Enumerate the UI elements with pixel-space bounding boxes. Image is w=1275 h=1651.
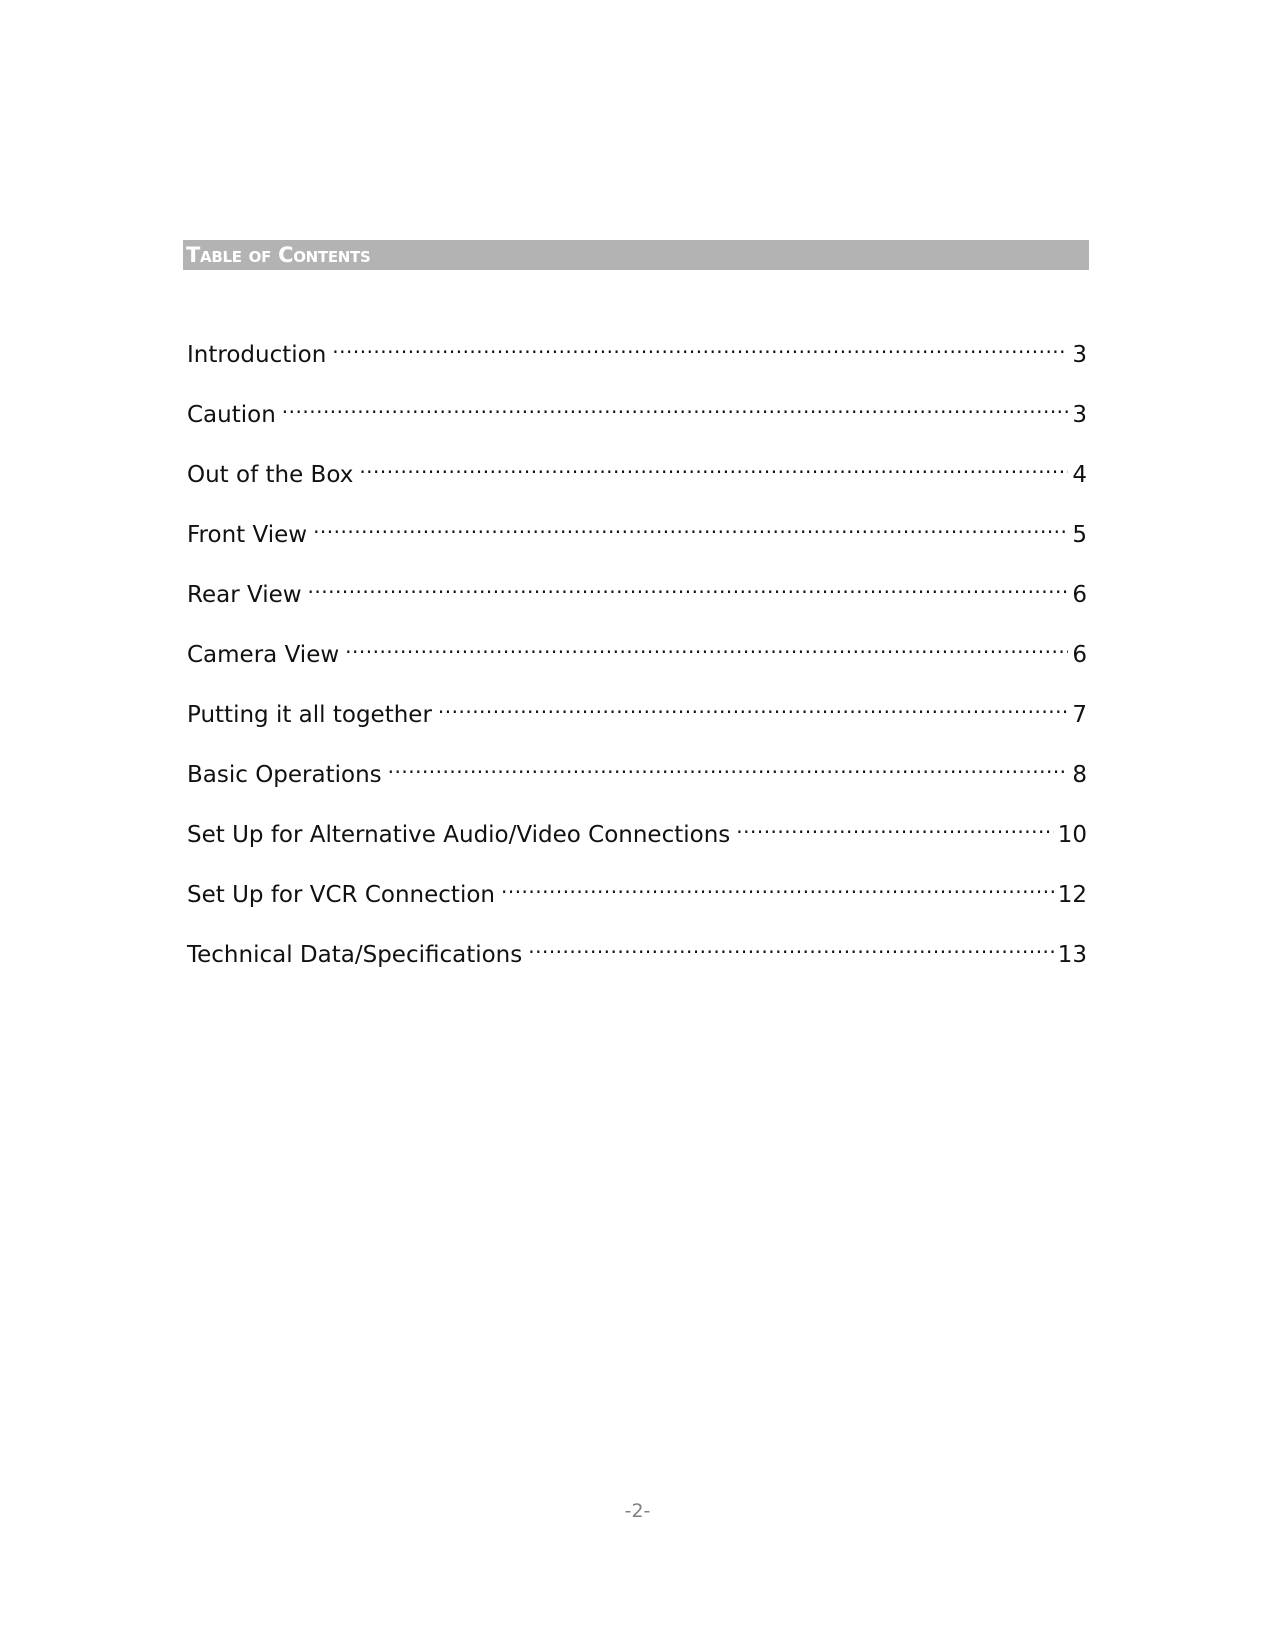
toc-entry-page: 6	[1072, 642, 1087, 668]
toc-entry-page: 8	[1072, 762, 1087, 788]
toc-dot-leader	[282, 390, 1069, 422]
page-number: -2-	[624, 1500, 651, 1522]
toc-dot-leader	[736, 810, 1053, 842]
toc-entry-title: Putting it all together	[187, 702, 432, 728]
toc-entry-title: Caution	[187, 402, 276, 428]
toc-dot-leader	[308, 570, 1069, 602]
toc-entry-page: 10	[1057, 822, 1087, 848]
toc-entry[interactable]	[187, 690, 1087, 728]
toc-dot-leader	[359, 450, 1068, 482]
toc-entry-page: 7	[1072, 702, 1087, 728]
toc-entry-title: Introduction	[187, 342, 327, 368]
toc-entry-page: 3	[1072, 402, 1087, 428]
toc-entry-title: Technical Data/Specifications	[187, 942, 523, 968]
toc-entry[interactable]	[187, 330, 1087, 368]
toc-section-title: Table of Contents	[186, 243, 371, 267]
toc-entry-page: 3	[1072, 342, 1087, 368]
toc-dot-leader	[528, 930, 1053, 962]
toc-entry-page: 13	[1057, 942, 1087, 968]
toc-dot-leader	[438, 690, 1068, 722]
toc-dot-leader	[345, 630, 1068, 662]
toc-entry-page: 4	[1072, 462, 1087, 488]
toc-dot-leader	[332, 330, 1068, 362]
toc-entry[interactable]	[187, 750, 1087, 788]
toc-entry-title: Basic Operations	[187, 762, 382, 788]
toc-entry-title: Set Up for Alternative Audio/Video Connections	[187, 822, 731, 848]
toc-entry[interactable]	[187, 450, 1087, 488]
toc-entry[interactable]	[187, 570, 1087, 608]
toc-entry-page: 5	[1072, 522, 1087, 548]
toc-entry-title: Rear View	[187, 582, 302, 608]
toc-entry-title: Set Up for VCR Connection	[187, 882, 495, 908]
toc-entry[interactable]	[187, 510, 1087, 548]
toc-entry[interactable]	[187, 630, 1087, 668]
toc-dot-leader	[501, 870, 1054, 902]
toc-entry[interactable]	[187, 870, 1087, 908]
toc-entry-title: Camera View	[187, 642, 340, 668]
toc-entry[interactable]	[187, 930, 1087, 968]
toc-entry[interactable]	[187, 810, 1087, 848]
toc-entry-title: Front View	[187, 522, 308, 548]
toc-entry[interactable]	[187, 390, 1087, 428]
toc-section-header	[183, 240, 1089, 270]
toc-entry-page: 6	[1072, 582, 1087, 608]
toc-entry-title: Out of the Box	[187, 462, 354, 488]
toc-dot-leader	[388, 750, 1069, 782]
toc-entry-page: 12	[1057, 882, 1087, 908]
toc-dot-leader	[313, 510, 1068, 542]
